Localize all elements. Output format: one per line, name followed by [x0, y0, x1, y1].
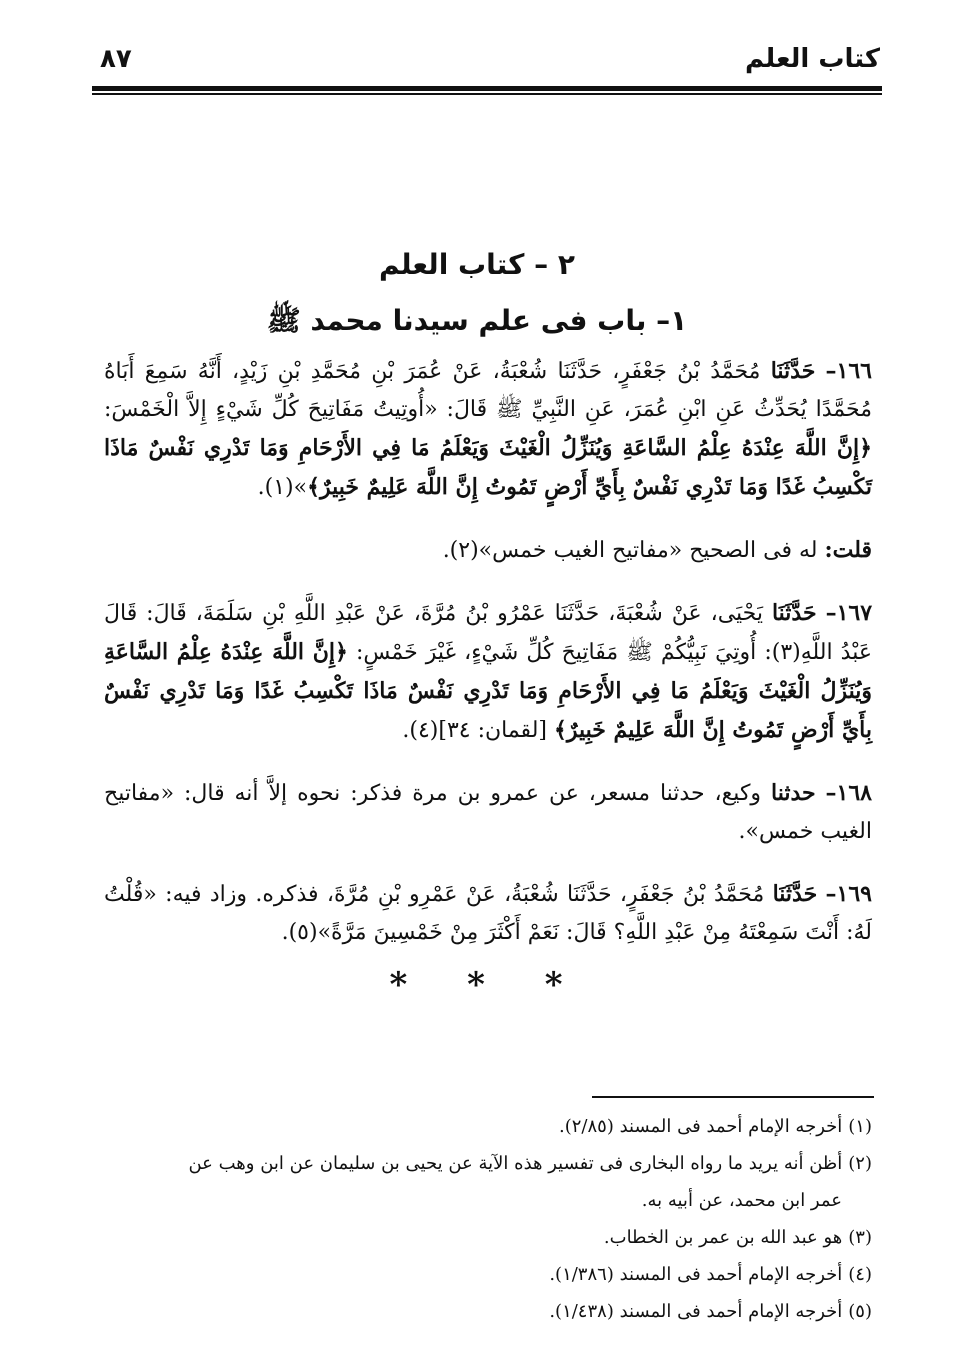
qult-label: قلت: — [824, 537, 872, 563]
footnote-text: أظن أنه يريد ما رواه البخارى فى تفسير هذه الآية عن يحيى بن سليمان عن ابن وهب عن — [188, 1153, 843, 1174]
qult-note — [104, 531, 872, 570]
running-title: كتاب العلم — [744, 44, 880, 74]
qult-text: له فى الصحيح «مفاتيح الغيب خمس»(٢). — [442, 538, 818, 563]
footnotes — [104, 1108, 872, 1330]
hadith-number: ١٦٧– — [825, 600, 873, 626]
hadith-number: ١٦٨– — [825, 780, 872, 806]
hadith-opening: حَدَّثَنَا — [771, 600, 817, 626]
footnote-marker: (٤) — [848, 1264, 872, 1285]
footnote-marker: (٥) — [848, 1301, 872, 1322]
footnote-rule — [592, 1096, 874, 1098]
header-rule-thick — [92, 86, 882, 91]
hadith-text: مُحَمَّدُ بْنُ جَعْفَرٍ، حَدَّثَنَا شُعْبَةُ، عَنْ عَمْرِو بْنِ مُرَّةَ، فذكره. وزاد فيه: «قُلْتُ لَهُ: أَنْتَ سَمِعْتَهُ مِنْ عَبْدِ اللَّهِ؟ قَالَ: نَعَمْ أَكْثَرَ مِنْ خَمْسِينَ مَرَّةً»(٥). — [104, 882, 872, 945]
footnote-1 — [104, 1108, 872, 1145]
header-rule-thin — [92, 93, 882, 95]
chapter-title: ١– باب فى علم سيدنا محمد ﷺ — [266, 304, 688, 337]
main-text — [104, 352, 872, 1004]
hadith-opening: حدثنا — [770, 780, 816, 806]
quran-verse: ﴿إِنَّ اللَّهَ عِنْدَهُ عِلْمُ السَّاعَةِ وَيُنَزِّلُ الْغَيْثَ وَيَعْلَمُ مَا فِي الأَرْحَامِ وَمَا تَدْرِي نَفْسٌ مَاذَا تَكْسِبُ غَدًا وَمَا تَدْرِي نَفْسٌ بِأَيِّ أَرْضٍ تَمُوتُ إِنَّ اللَّهَ عَلِيمٌ خَبِيرٌ﴾ — [104, 435, 872, 500]
footnote-5 — [104, 1293, 872, 1330]
footnote-marker: (٣) — [848, 1227, 872, 1248]
hadith-chain: مُحَمَّدُ بْنُ جَعْفَرٍ، حَدَّثَنَا شُعْبَةُ، عَنْ عُمَرَ بْنِ مُحَمَّدِ بْنِ زَيْدٍ، أَنَّهُ سَمِعَ أَبَاهُ مُحَمَّدًا يُحَدِّثُ عَنِ ابْنِ عُمَرَ، عَنِ النَّبِيِّ ﷺ قَالَ: «أُوتِيتُ مَفَاتِيحَ كُلِّ شَيْءٍ إِلاَّ الْخَمْسَ: — [104, 359, 872, 422]
hadith-opening: حَدَّثَنَا — [770, 358, 816, 384]
footnote-marker: (٢) — [848, 1153, 872, 1174]
hadith-opening: حَدَّثَنَا — [772, 881, 818, 907]
footnote-3 — [104, 1219, 872, 1256]
hadith-close: [لقمان: ٣٤](٤). — [402, 718, 547, 743]
footnote-continuation: عمر ابن محمد، عن أبيه به. — [641, 1190, 842, 1211]
footnote-4 — [104, 1256, 872, 1293]
hadith-167 — [104, 594, 872, 750]
footnote-text: أخرجه الإمام أحمد فى المسند (٢/٨٥). — [559, 1116, 843, 1137]
footnote-text: أخرجه الإمام أحمد فى المسند (١/٣٨٦). — [549, 1264, 843, 1285]
hadith-chain: يَحْيَى، عَنْ شُعْبَةَ، حَدَّثَنَا عَمْرُو بْنُ مُرَّةَ، عَنْ عَبْدِ اللَّهِ بْنِ سَلَمَةَ، قَالَ: قَالَ عَبْدُ اللَّهِ(٣): أُوتِيَ نَبِيُّكُمْ ﷺ مَفَاتِيحَ كُلِّ شَيْءٍ، غَيْرَ خَمْسٍ: — [104, 601, 872, 665]
hadith-number: ١٦٩– — [825, 881, 872, 907]
footnote-2 — [104, 1145, 872, 1219]
hadith-number: ١٦٦– — [825, 358, 872, 384]
quran-verse: ﴿إِنَّ اللَّهَ عِنْدَهُ عِلْمُ السَّاعَةِ وَيُنَزِّلُ الْغَيْثَ وَيَعْلَمُ مَا فِي الأَرْحَامِ وَمَا تَدْرِي نَفْسٌ مَاذَا تَكْسِبُ غَدًا وَمَا تَدْرِي نَفْسٌ بِأَيِّ أَرْضٍ تَمُوتُ إِنَّ اللَّهَ عَلِيمٌ خَبِيرٌ﴾ — [104, 639, 872, 743]
footnote-text: هو عبد الله بن عمر بن الخطاب. — [603, 1227, 843, 1248]
footnote-marker: (١) — [848, 1116, 872, 1137]
section-separator: * * * — [389, 965, 587, 1005]
hadith-169 — [104, 875, 872, 952]
hadith-166 — [104, 352, 872, 507]
hadith-text: وكيع، حدثنا مسعر، عن عمرو بن مرة فذكر: نحوه إلاَّ أنه قال: «مفاتيح الغيب خمس». — [104, 781, 872, 844]
footnote-text: أخرجه الإمام أحمد فى المسند (١/٤٣٨). — [549, 1301, 843, 1322]
page-number: ٨٧ — [100, 44, 132, 74]
hadith-168 — [104, 774, 872, 851]
book-title: ٢ – كتاب العلم — [378, 248, 575, 281]
hadith-close: »(١). — [257, 475, 308, 500]
running-header — [100, 40, 880, 80]
